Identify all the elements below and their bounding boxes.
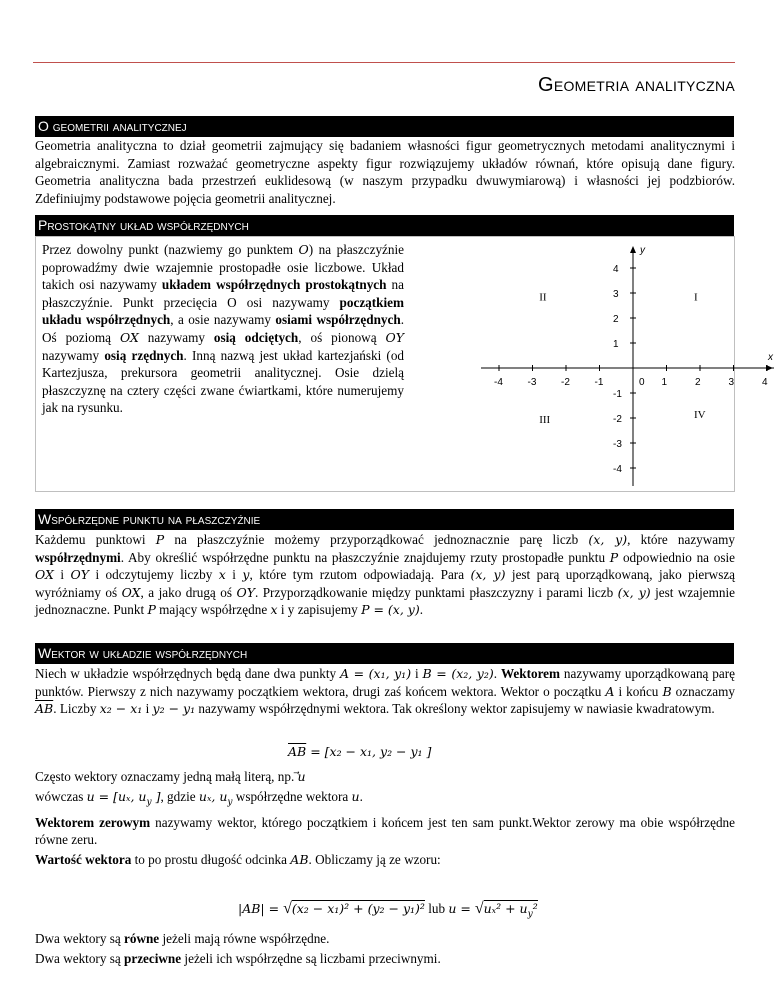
header-rule [33, 62, 735, 63]
point-coordinates-paragraph: Każdemu punktowi P na płaszczyźnie możemy przyporządkować jednoznacznie parę liczb (x, y), które nazywamy współrzędnymi. Aby określić współrzędne punktu na płaszczyźnie znajdujemy rzuty prostopadłe punktu P odpowiednio na osie OX i OY i odczytujemy liczby x i y, które tym rzutom odpowiadają. Para (x, y) jest parą uporządkowaną, jako pierwszą wyróżniamy oś OX, a jako drugą oś OY. Przyporządkowanie między punktami płaszczyzny i parami liczb (x, y) jest wzajemnie jednoznaczne. Punkt P mający współrzędne x i y zapisujemy P = (x, y). [35, 532, 736, 618]
vector-equality-notes: Dwa wektory są równe jeżeli mają równe współrzędne. Dwa wektory są przeciwne jeżeli ich współrzędne są liczbami przeciwnymi. [35, 931, 441, 966]
section-heading-vector: Wektor w układzie współrzędnych [35, 643, 734, 664]
x-tick-label: 4 [762, 377, 768, 388]
x-tick-label: -3 [527, 377, 537, 388]
vector-formula: $\overline{AB} = [x_2 - x_1$, y₂ − y₁ ] [288, 744, 432, 759]
y-tick-label: 3 [613, 289, 619, 300]
y-tick-label: 2 [613, 314, 619, 325]
quadrant-label-ii: II [539, 291, 547, 304]
x-tick-label: 1 [661, 377, 668, 388]
y-axis-arrow [630, 246, 636, 253]
x-axis-label: x [768, 352, 773, 363]
quadrant-label-iii: III [539, 414, 551, 426]
y-tick-label: -1 [613, 389, 622, 400]
coordinate-graph [476, 243, 776, 489]
coordinate-system-box [35, 236, 773, 492]
quadrant-label-iv: IV [694, 409, 706, 421]
intro-paragraph: Geometria analityczna to dział geometrii zajmujący się badaniem własności figur geometrycznych metodami analitycznymi i algebraicznymi. Zamiast rozważać geometryczne aspekty figur rozwiązujemy układów równań, które opisują dane figury. Geometria analityczna bada przestrzeń euklidesową (w naszym przypadku dwuwymiarową) i własności jej podzbiorów. Zdefiniujmy podstawowe pojęcia geometrii analitycznej. [35, 138, 735, 206]
y-axis-label: y [640, 245, 645, 256]
y-tick-label: 4 [613, 264, 619, 275]
x-tick-label: -4 [494, 377, 503, 388]
vector-length-formula: |AB| = √(x₂ − x₁)² + (y₂ − y₁)² lub $u = √u_x^2 + u_y^2$ [238, 900, 538, 920]
document-title: Geometria analityczna [538, 74, 735, 96]
vector-notes: Często wektory oznaczamy jedną małą literą, np. u wówczas u = [uₓ, $u_y$ ], gdzie uₓ, $u_y$ współrzędne wektora u. Wektorem zerowym nazywamy wektor, którego początkiem i końcem jest ten sam punkt.Wektor zerowy ma obie współrzędne równe zeru. Wartość wektora to po prostu długość odcinka AB. Obliczamy ją ze wzoru: [35, 769, 735, 868]
x-tick-label: -1 [594, 377, 604, 388]
coordinate-system-paragraph: Przez dowolny punkt (nazwiemy go punktem O) na płaszczyźnie poprowadźmy dwie wzajemnie prostopadłe osie liczbowe. Układ takich osi nazywamy układem współrzędnych prostokątnych na płaszczyźnie. Punkt przecięcia O osi nazywamy początkiem układu współrzędnych, a osie nazywamy osiami współrzędnych. Oś poziomą OX nazywamy osią odciętych, oś pionową OY nazywamy osią rzędnych. Inną nazwą jest układ kartezjański (od Kartezjusza, prekursora geometrii analitycznej. Osie dzielą płaszczyznę na cztery części zwane ćwiartkami, które numerujemy jak na rysunku. [42, 242, 405, 416]
x-tick-label: 2 [695, 377, 701, 388]
vector-paragraph: Niech w układzie współrzędnych będą dane dwa punkty A = (x₁, y₁) i B = (x₂, y₂). Wektorem nazywamy uporządkowaną parę punktów. Pierwszy z nich nazywamy początkiem wektora, drugi zaś końcem wektora. Wektor o początku A i końcu B oznaczamy $\overline{AB}$. Liczby x₂ − x₁ i y₂ − y₁ nazywamy współrzędnymi wektora. Tak określony wektor zapisujemy w nawiasie kwadratowym. [35, 666, 735, 717]
x-tick-label: -2 [561, 377, 570, 388]
y-tick-label: -4 [613, 464, 622, 475]
section-heading-point-coordinates: Współrzędne punktu na płaszczyźnie [35, 509, 734, 530]
y-tick-label: -2 [613, 414, 622, 425]
x-tick-label: 3 [728, 377, 735, 388]
quadrant-label-i: I [694, 291, 698, 304]
y-tick-label: 1 [613, 339, 619, 350]
section-heading-coordinate-system: Prostokątny układ współrzędnych [35, 215, 734, 236]
y-tick-label: -3 [613, 439, 622, 450]
x-tick-label: 0 [639, 377, 645, 388]
section-heading-intro: O geometrii analitycznej [35, 116, 734, 137]
